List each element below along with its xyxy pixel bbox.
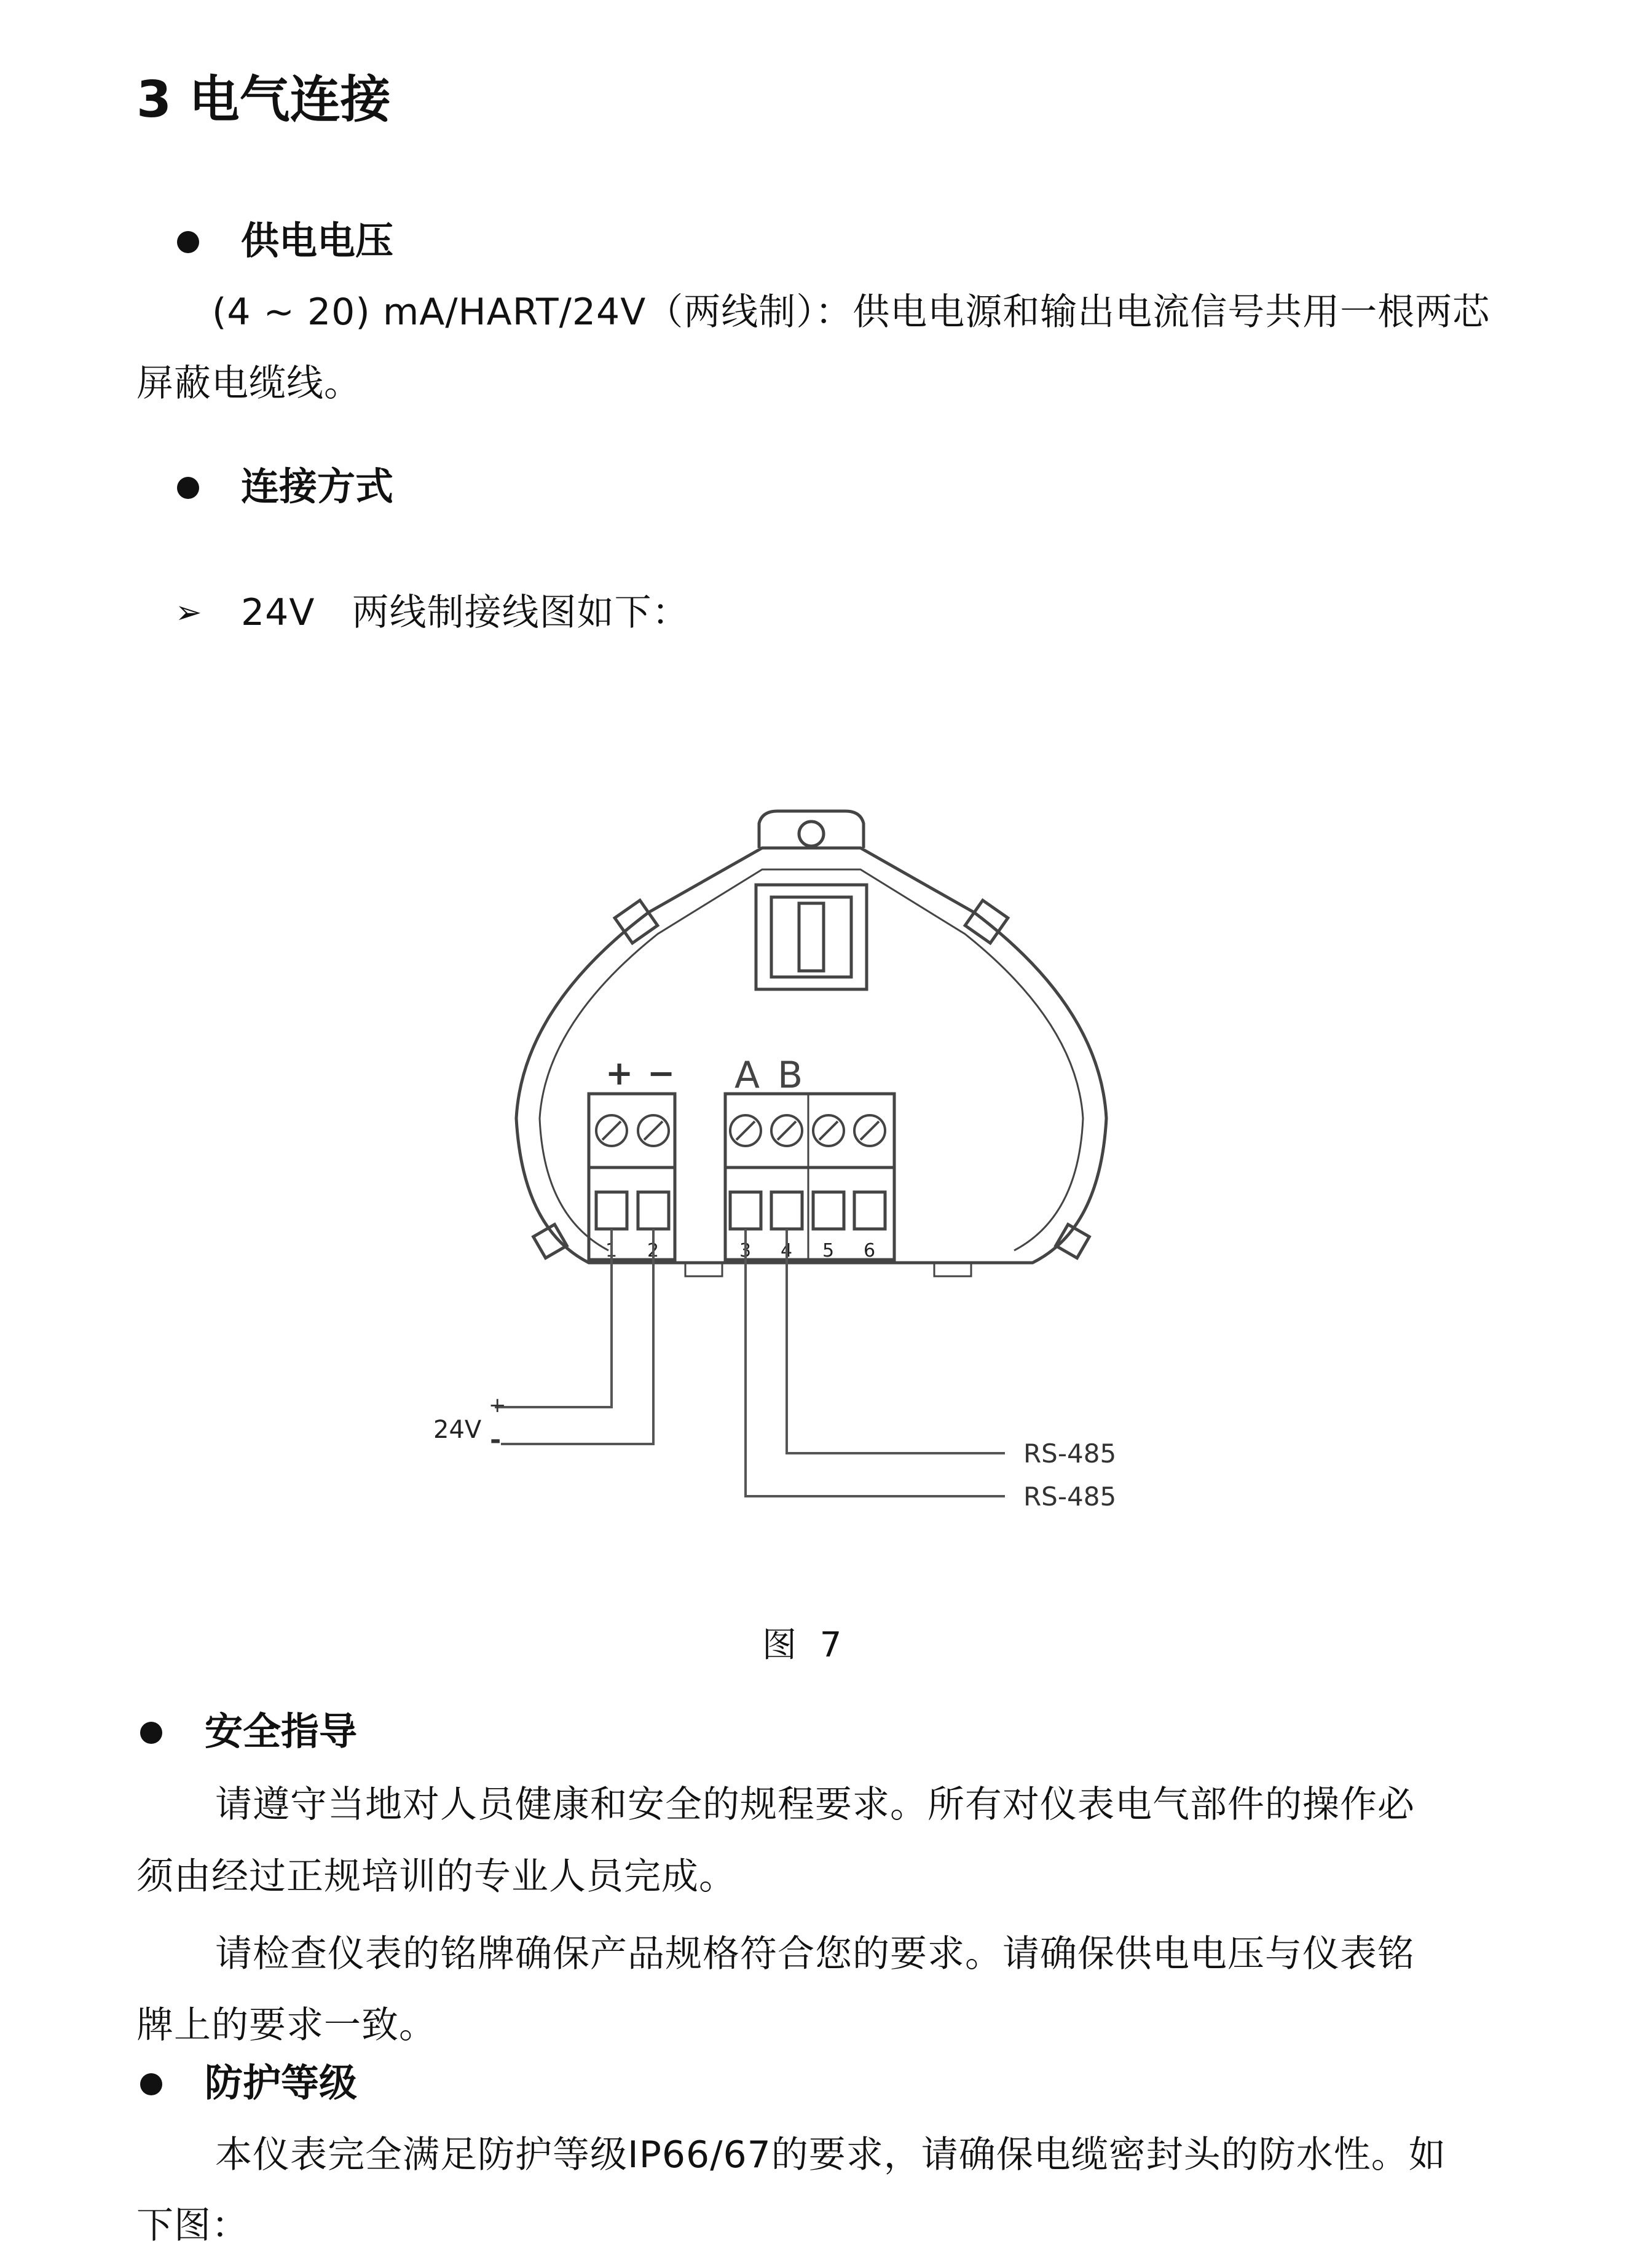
terminal-number: 1	[605, 1240, 618, 1262]
rs485-top-label: RS-485	[1023, 1438, 1117, 1469]
terminal-number: 4	[781, 1240, 793, 1262]
safety-p2-line1: 请检查仪表的铭牌确保产品规格符合您的要求。请确保供电电压与仪表铭	[215, 1933, 1415, 1976]
protection-line2: 下图：	[136, 2204, 249, 2247]
safety-p1-line2: 须由经过正规培训的专业人员完成。	[136, 1855, 736, 1898]
bullet-icon	[140, 1722, 162, 1744]
plus-label: +	[605, 1054, 634, 1093]
terminal-number: 6	[864, 1240, 876, 1262]
rs485-bottom-label: RS-485	[1023, 1481, 1117, 1512]
figure-caption: 图 7	[762, 1625, 848, 1665]
terminal-number: 5	[822, 1240, 835, 1262]
minus-label: −	[647, 1054, 675, 1093]
power-text-line1: (4 ~ 20) mA/HART/24V（两线制）：供电电源和输出电流信号共用一根两芯	[212, 291, 1490, 334]
supply-minus-label: -	[490, 1424, 502, 1456]
label-b: B	[778, 1054, 803, 1097]
power-title: 供电电压	[241, 218, 394, 263]
section-heading: 3 电气连接	[136, 71, 391, 129]
power-text-line2: 屏蔽电缆线。	[136, 362, 361, 405]
label-a: A	[734, 1054, 760, 1097]
safety-p2-line2: 牌上的要求一致。	[136, 2004, 436, 2047]
safety-p1-line1: 请遵守当地对人员健康和安全的规程要求。所有对仪表电气部件的操作必	[215, 1783, 1415, 1826]
arrow-bullet-icon: ➢	[175, 594, 202, 631]
bullet-icon	[140, 2073, 162, 2095]
wiring-diagram	[393, 799, 1192, 1536]
terminal-number: 2	[647, 1240, 660, 1262]
protection-title: 防护等级	[205, 2060, 358, 2105]
supply-label: 24V	[433, 1416, 482, 1444]
terminal-number: 3	[739, 1240, 752, 1262]
connection-title: 连接方式	[241, 464, 394, 509]
protection-line1: 本仪表完全满足防护等级IP66/67的要求，请确保电缆密封头的防水性。如	[215, 2133, 1446, 2176]
bullet-icon	[177, 477, 199, 499]
supply-plus-label: +	[489, 1393, 506, 1418]
bullet-icon	[177, 231, 199, 253]
connection-item-text: 24V 两线制接线图如下：	[241, 591, 690, 634]
safety-title: 安全指导	[205, 1709, 358, 1754]
